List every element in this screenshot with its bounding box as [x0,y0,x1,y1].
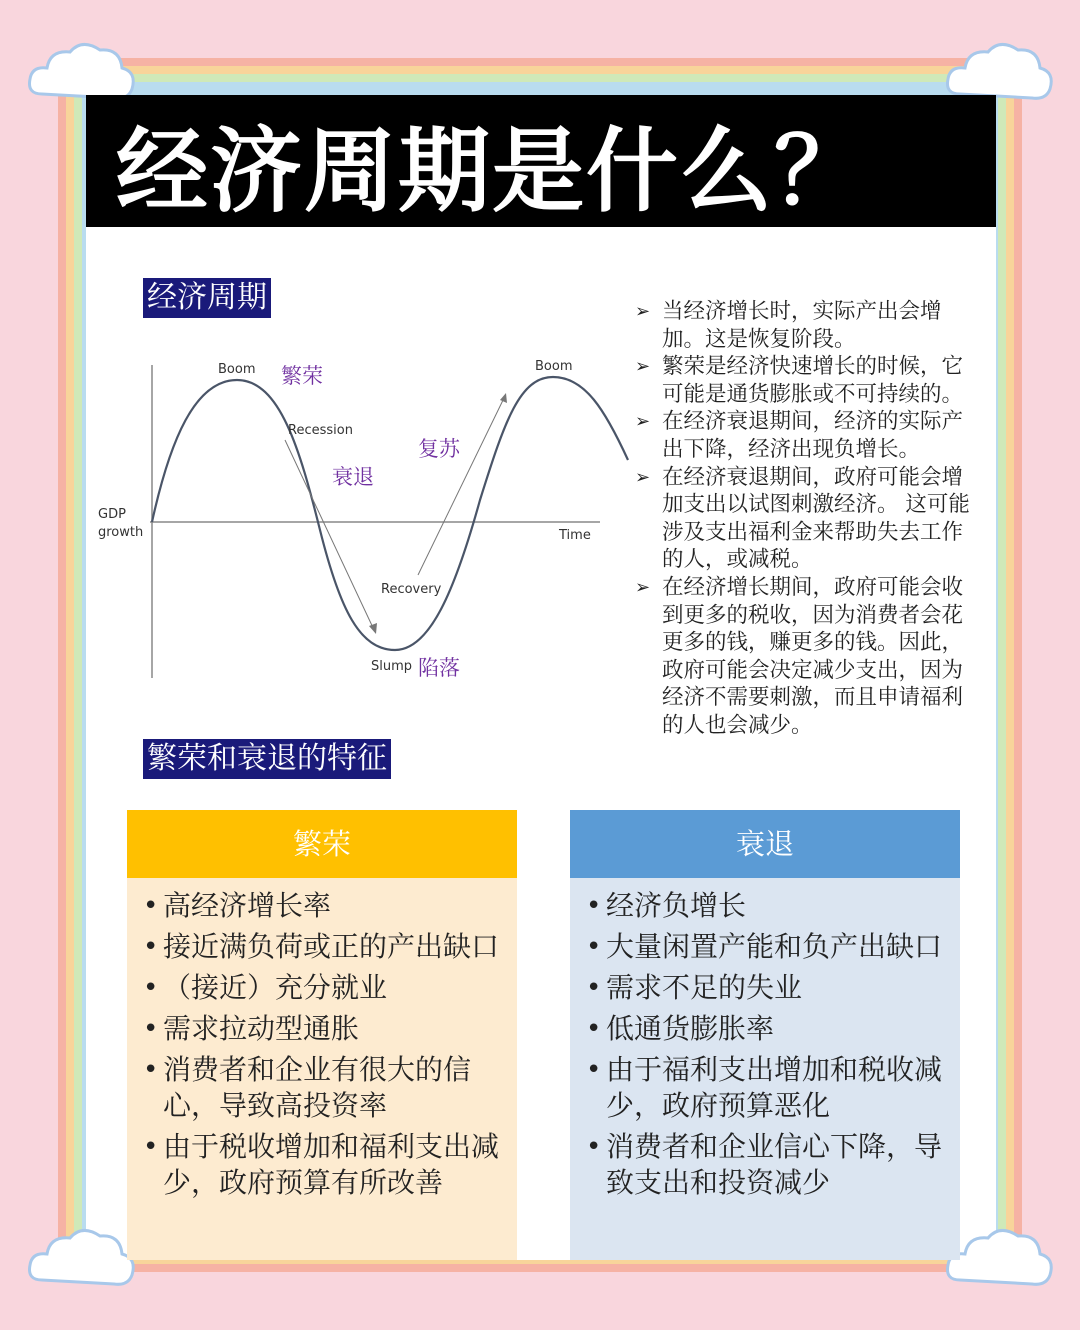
recession-box-header: 衰退 [570,810,960,878]
recovery-arrowhead [500,393,507,403]
cycle-explanation-list [635,298,970,740]
label-recession-cn: 衰退 [332,465,374,489]
recovery-arrow [418,396,505,575]
list-item: ➢ 当经济增长时，实际产出会增加。这是恢复阶段。 [635,298,970,353]
list-item: • 由于税收增加和福利支出减少，政府预算有所改善 [143,1129,503,1201]
label-slump-cn: 陷落 [418,656,460,680]
boom-box-body [127,878,517,1260]
y-axis-label-growth: growth [98,525,144,540]
list-item: ➢ 在经济衰退期间，政府可能会增加支出以试图刺激经济。 这可能涉及支出福利金来帮助失去工作的人，或减税。 [635,464,970,574]
page-title: 经济周期是什么？ [116,118,869,225]
recession-features-box [570,810,960,1260]
cloud-icon [22,1220,142,1300]
list-item: ➢ 在经济衰退期间，经济的实际产出下降，经济出现负增长。 [635,408,970,463]
list-item: • 低通货膨胀率 [586,1011,946,1047]
boom-box-header: 繁荣 [127,810,517,878]
list-item: • 消费者和企业有很大的信心，导致高投资率 [143,1052,503,1124]
x-axis-label-time: Time [559,528,591,543]
list-item: • 经济负增长 [586,888,946,924]
label-slump: Slump [371,659,413,674]
cycle-curve [152,377,628,650]
section-label-economic-cycle: 经济周期 [143,278,271,318]
list-item: • 消费者和企业信心下降，导致支出和投资减少 [586,1129,946,1201]
list-item: • 需求不足的失业 [586,970,946,1006]
recession-box-body [570,878,960,1260]
list-item: ➢ 繁荣是经济快速增长的时候，它可能是通货膨胀或不可持续的。 [635,353,970,408]
label-recovery: Recovery [381,582,442,597]
list-item: • 由于福利支出增加和税收减少，政府预算恶化 [586,1052,946,1124]
list-item: • 接近满负荷或正的产出缺口 [143,929,503,965]
boom-features-box [127,810,517,1260]
y-axis-label-gdp: GDP [98,507,126,522]
label-recovery-cn: 复苏 [418,437,460,461]
economic-cycle-diagram [95,350,635,690]
recession-arrowhead [369,623,377,634]
list-item: • 高经济增长率 [143,888,503,924]
list-item: • （接近）充分就业 [143,970,503,1006]
label-recession: Recession [288,423,353,438]
label-boom-2: Boom [535,359,573,374]
label-boom-cn: 繁荣 [281,364,323,388]
list-item: • 大量闲置产能和负产出缺口 [586,929,946,965]
list-item: • 需求拉动型通胀 [143,1011,503,1047]
list-item: ➢ 在经济增长期间，政府可能会收到更多的税收，因为消费者会花更多的钱，赚更多的钱。因此，政府可能会决定减少支出，因为经济不需要刺激，而且申请福利的人也会减少。 [635,574,970,740]
label-boom-1: Boom [218,362,256,377]
section-label-boom-recession-features: 繁荣和衰退的特征 [143,739,391,779]
